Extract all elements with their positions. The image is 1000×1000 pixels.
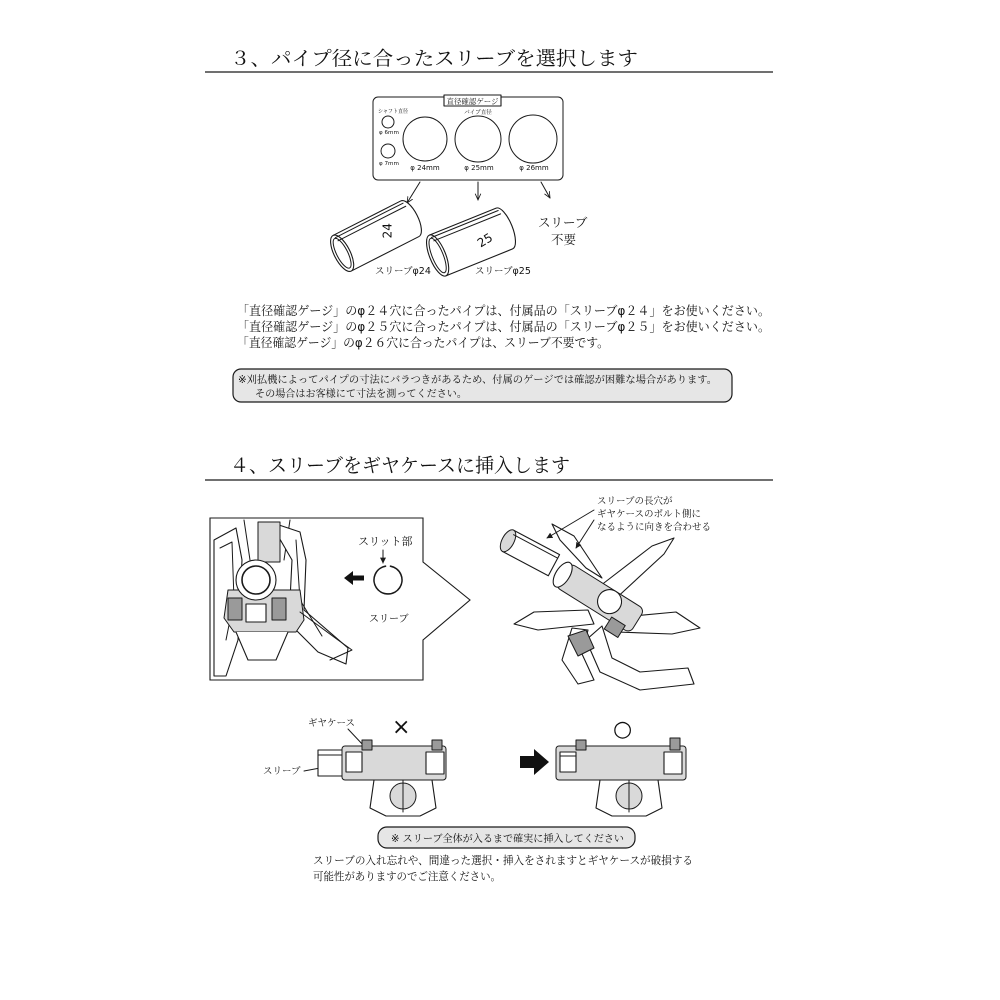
gauge-hole-pipe-25: [455, 116, 501, 162]
gauge-hole-shaft-7: [381, 144, 395, 158]
section-4-heading: ４、スリーブをギヤケースに挿入します: [230, 454, 570, 477]
gear-case-label: ギヤケース: [308, 718, 356, 729]
orientation-note-line-1: スリーブの長穴が: [597, 496, 673, 507]
orientation-note-line-2: ギヤケースのボルト側に: [597, 509, 702, 520]
tiller-assembly-illustration: [497, 495, 711, 690]
measurement-note-line-2: その場合はお客様にて寸法を測ってください。: [255, 389, 469, 400]
shaft-housing: [258, 522, 280, 562]
damage-warning-line-2: 可能性がありますのでご注意ください。: [313, 870, 508, 883]
callout-sleeve-label: スリーブ: [369, 614, 409, 625]
tiller-sleeve: [497, 527, 559, 575]
correct-gear-case-cap: [664, 752, 682, 774]
section-3: [205, 47, 773, 402]
gauge-shaft-label: シャフト直径: [378, 109, 412, 115]
instruction-line-26: 「直径確認ゲージ」のφ２６穴に合ったパイプは、スリーブ不要です。: [237, 335, 609, 350]
correct-gear-case-bore: [560, 752, 576, 772]
sleeve-24-number: 24: [380, 223, 395, 239]
wrong-gear-case-bolt-a: [362, 740, 372, 750]
orientation-note-line-3: なるように向きを合わせる: [597, 522, 712, 533]
gauge-hole-pipe-24: [403, 117, 447, 161]
instruction-line-25: 「直径確認ゲージ」のφ２５穴に合ったパイプは、付属品の「スリーブφ２５」をお使いください。: [237, 319, 770, 334]
correct-mark-icon: ○: [613, 717, 633, 742]
insert-note: ※ スリーブ全体が入るまで確実に挿入してください: [391, 834, 627, 845]
wrong-gear-case-bore: [346, 752, 362, 772]
clamp-bolt-right: [272, 598, 286, 620]
gauge-pipe-size-24: φ 24mm: [410, 164, 440, 172]
sleeve-label: スリーブ: [263, 766, 301, 777]
gauge-title: 直径確認ゲージ: [446, 96, 499, 106]
gauge-hole-pipe-26: [509, 115, 557, 163]
arrow-26-icon: [541, 182, 550, 198]
section-3-heading: ３、パイプ径に合ったスリーブを選択します: [230, 47, 638, 70]
slit-orientation-callout: [210, 518, 470, 680]
no-sleeve-line-1: スリーブ: [538, 215, 588, 230]
diameter-gauge: [373, 95, 563, 180]
slit-label: スリット部: [358, 535, 413, 548]
gauge-pipe-label: パイプ直径: [464, 110, 492, 116]
correct-insertion-example: [556, 717, 686, 816]
correct-gear-case-bolt-b: [670, 738, 680, 750]
instruction-line-24: 「直径確認ゲージ」のφ２４穴に合ったパイプは、付属品の「スリーブφ２４」をお使いください。: [237, 303, 770, 318]
gauge-shaft-size-7: φ 7mm: [379, 161, 399, 167]
section-4: [205, 454, 773, 883]
clamp-block: [246, 604, 266, 622]
sleeve-24-illustration: [326, 197, 426, 274]
wrong-gear-case-cap: [426, 752, 444, 774]
arrow-right-filled-icon: [520, 749, 549, 775]
blade-left: [514, 610, 594, 630]
measurement-note-line-1: ※刈払機によってパイプの寸法にバラつきがあるため、付属のゲージでは確認が困難な場合があります。: [238, 375, 714, 386]
no-sleeve-line-2: 不要: [551, 232, 577, 247]
damage-warning-line-1: スリーブの入れ忘れや、間違った選択・挿入をされますとギヤケースが破損する: [313, 854, 701, 867]
correct-gear-case-bolt-a: [576, 740, 586, 750]
orientation-leader-bolt: [576, 520, 594, 548]
sleeve-25-label: スリーブφ25: [475, 266, 531, 277]
sleeve-25-number: 25: [474, 230, 496, 251]
sleeve-24-label: スリーブφ24: [375, 266, 431, 277]
gauge-hole-shaft-6: [382, 116, 394, 128]
gauge-pipe-size-25: φ 25mm: [464, 164, 494, 172]
gauge-pipe-size-26: φ 26mm: [519, 164, 549, 172]
wrong-mark-icon: ×: [392, 715, 411, 740]
wrong-gear-case-bolt-b: [432, 740, 442, 750]
blade-lower: [586, 626, 694, 690]
clamp-bolt-left: [228, 598, 242, 620]
arrow-24-icon: [407, 182, 420, 203]
wrong-insertion-example: [263, 715, 446, 816]
gauge-shaft-size-6: φ 6mm: [379, 130, 399, 136]
